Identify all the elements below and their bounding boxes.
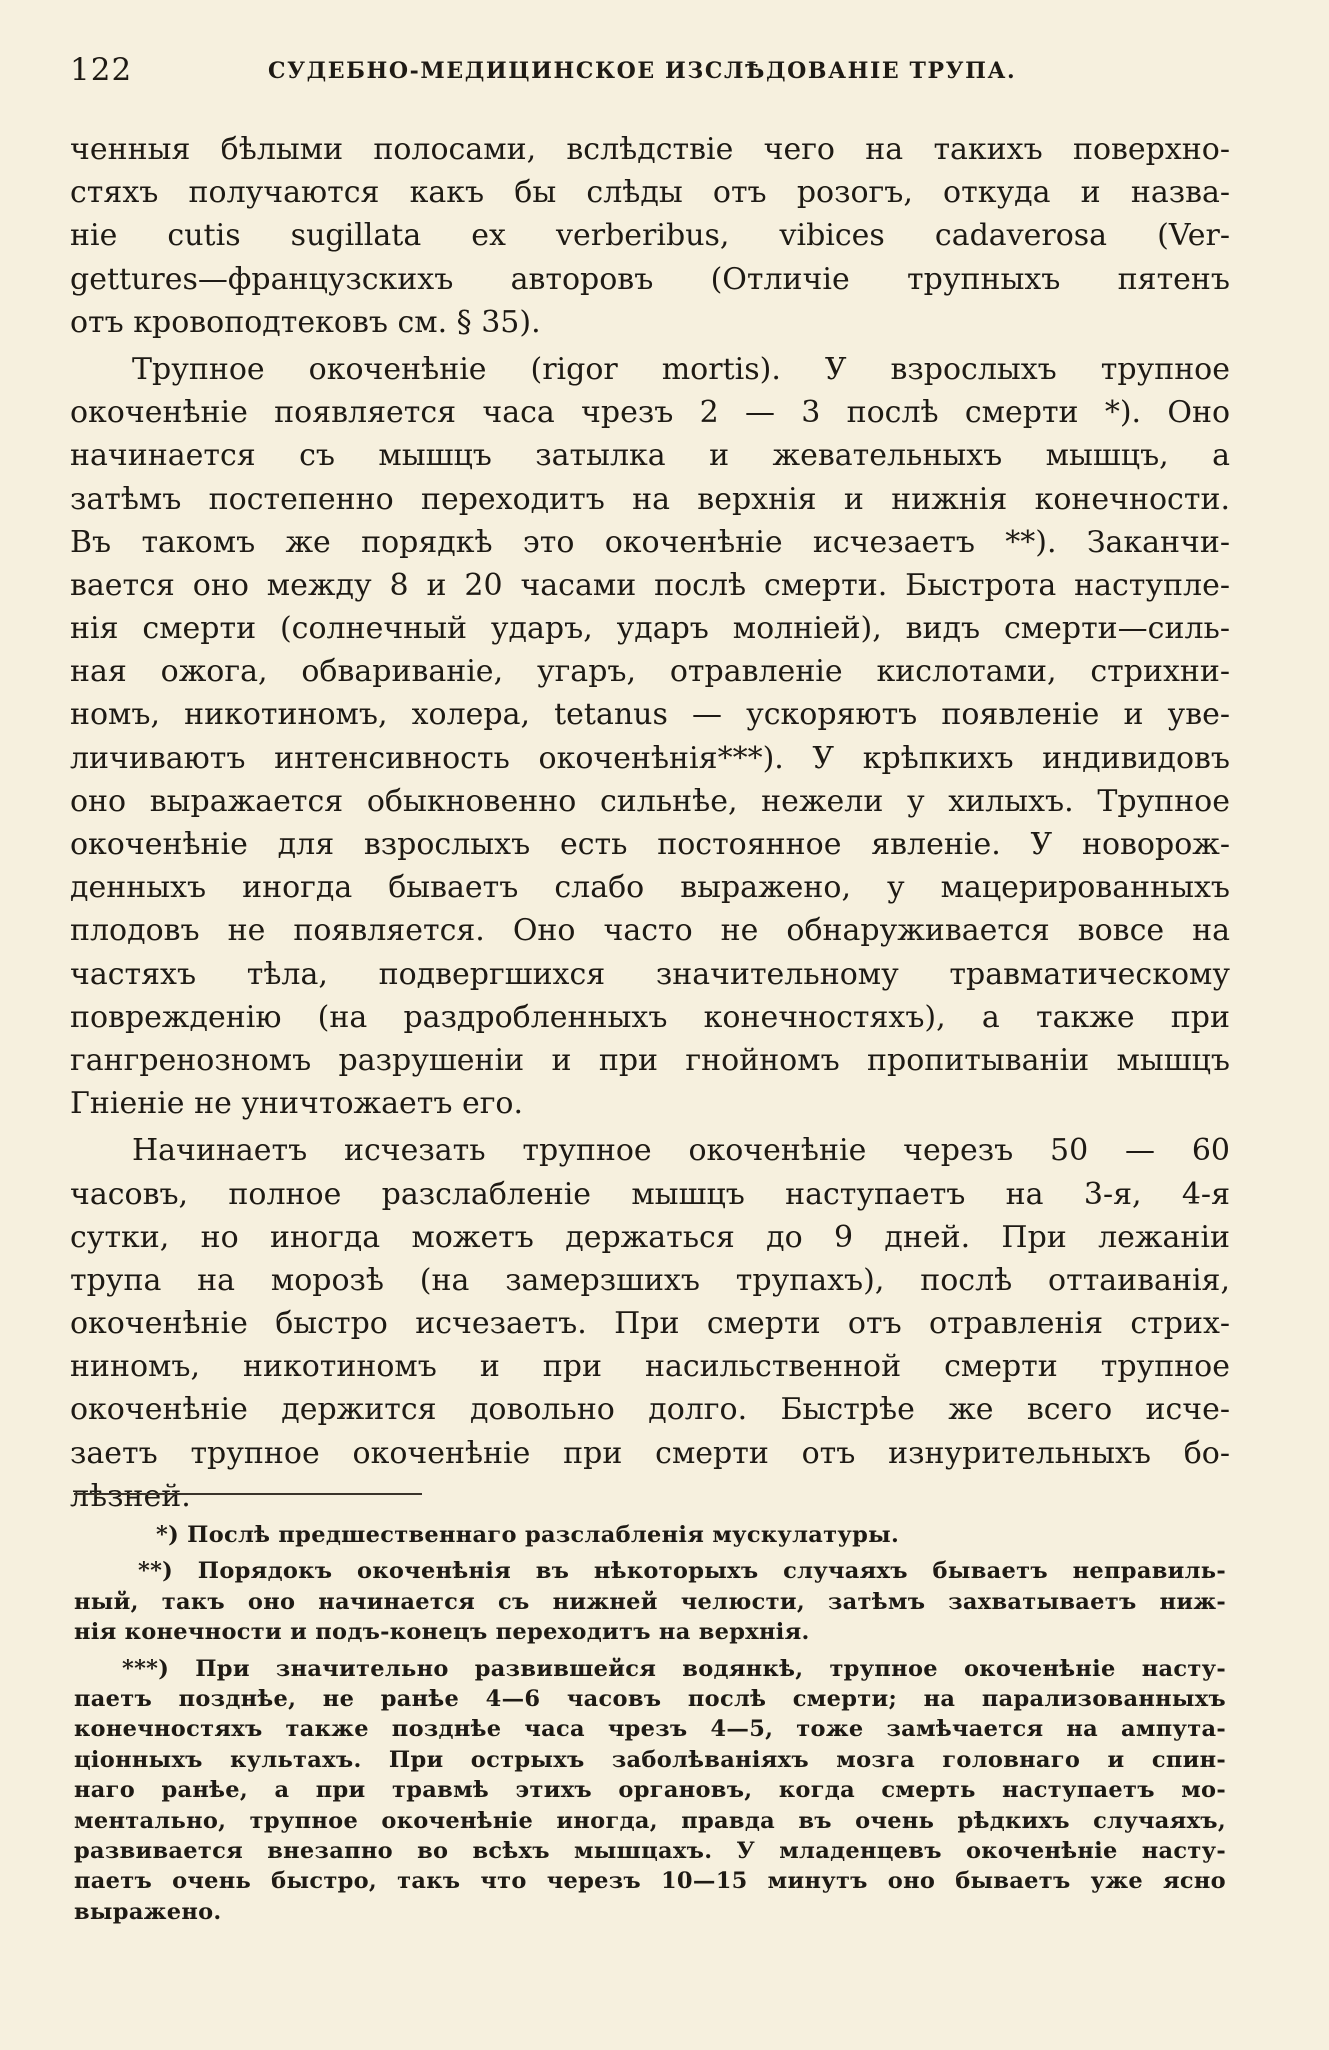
text-line: ніе cutis sugillata ex verberibus, vibices cadaverosa (Ver- bbox=[70, 218, 1230, 254]
footnote-1 bbox=[74, 1520, 1226, 1550]
text-line: гангренозномъ разрушеніи и при гнойномъ пропитываніи мышцъ bbox=[70, 1042, 1230, 1078]
footnote-rule bbox=[74, 1493, 422, 1495]
text-line: оно выражается обыкновенно сильнѣе, нежели у хилыхъ. Трупное bbox=[70, 783, 1230, 819]
text-line: часовъ, полное разслабленіе мышцъ наступаетъ на 3-я, 4-я bbox=[70, 1176, 1230, 1212]
footnote-line: выражено. bbox=[74, 1898, 222, 1925]
text-line: денныхъ иногда бываетъ слабо выражено, у мацерированныхъ bbox=[70, 870, 1230, 906]
footnote-line: паетъ очень быстро, такъ что черезъ 10—15 минутъ оно бываетъ уже ясно bbox=[74, 1868, 1226, 1895]
text-line: плодовъ не появляется. Оно часто не обнаруживается вовсе на bbox=[70, 913, 1230, 949]
running-head: СУДЕБНО-МЕДИЦИНСКОЕ ИЗСЛѢДОВАНІЕ ТРУПА. bbox=[268, 58, 1017, 84]
text-line: Трупное окоченѣніе (rigor mortis). У взрослыхъ трупное bbox=[132, 351, 1230, 387]
text-line: окоченѣніе для взрослыхъ есть постоянное явленіе. У новорож- bbox=[70, 827, 1230, 862]
footnote-line: паетъ позднѣе, не ранѣе 4—6 часовъ послѣ смерти; на парализованныхъ bbox=[74, 1685, 1226, 1712]
text-line: начинается съ мышцъ затылка и жевательныхъ мышцъ, а bbox=[70, 438, 1230, 474]
footnote-line: конечностяхъ также позднѣе часа чрезъ 4—5, тоже замѣчается на ампута- bbox=[74, 1716, 1226, 1743]
footnote-line: наго ранѣе, а при травмѣ этихъ органовъ, когда смерть наступаетъ мо- bbox=[74, 1777, 1226, 1804]
footnote-line: *) Послѣ предшественнаго разслабленія мускулатуры. bbox=[156, 1522, 900, 1548]
text-line: трупа на морозѣ (на замерзшихъ трупахъ), послѣ оттаиванія, bbox=[70, 1262, 1230, 1298]
footnote-line: **) Порядокъ окоченѣнія въ нѣкоторыхъ случаяхъ бываетъ неправиль- bbox=[138, 1558, 1226, 1585]
paragraph-3 bbox=[70, 1129, 1230, 1518]
paragraph-2 bbox=[70, 348, 1230, 1125]
text-line: нія смерти (солнечный ударъ, ударъ молніей), видъ смерти—силь- bbox=[70, 611, 1230, 647]
page-number: 122 bbox=[70, 52, 133, 88]
text-line: окоченѣніе появляется часа чрезъ 2 — 3 послѣ смерти *). Оно bbox=[70, 395, 1230, 431]
page-header bbox=[70, 52, 1250, 92]
text-line: заетъ трупное окоченѣніе при смерти отъ изнурительныхъ бо- bbox=[70, 1435, 1230, 1471]
text-line: личиваютъ интенсивность окоченѣнія***). У крѣпкихъ индивидовъ bbox=[70, 740, 1230, 776]
text-line: поврежденію (на раздробленныхъ конечностяхъ), а также при bbox=[70, 999, 1230, 1035]
footnote-line: ментально, трупное окоченѣніе иногда, правда въ очень рѣдкихъ случаяхъ, bbox=[74, 1807, 1226, 1834]
footnote-line: развивается внезапно во всѣхъ мышцахъ. У младенцевъ окоченѣніе насту- bbox=[74, 1837, 1226, 1864]
text-line: Гніеніе не уничтожаетъ его. bbox=[70, 1086, 524, 1122]
footnote-line: ціонныхъ культахъ. При острыхъ заболѣваніяхъ мозга головнаго и спин- bbox=[74, 1746, 1226, 1773]
text-line: номъ, никотиномъ, холера, tetanus — ускоряютъ появленіе и уве- bbox=[70, 697, 1230, 733]
text-line: окоченѣніе держится довольно долго. Быстрѣе же всего исче- bbox=[70, 1392, 1230, 1428]
text-line: окоченѣніе быстро исчезаетъ. При смерти отъ отравленія стрих- bbox=[70, 1306, 1230, 1342]
text-line: стяхъ получаются какъ бы слѣды отъ розогъ, откуда и назва- bbox=[70, 175, 1230, 211]
text-line: отъ кровоподтековъ см. § 35). bbox=[70, 304, 541, 340]
main-text bbox=[70, 128, 1230, 1518]
footnote-line: ***) При значительно развившейся водянкѣ, трупное окоченѣніе насту- bbox=[122, 1655, 1226, 1682]
text-line: затѣмъ постепенно переходитъ на верхнія и нижнія конечности. bbox=[70, 481, 1230, 517]
text-line: Начинаетъ исчезать трупное окоченѣніе черезъ 50 — 60 bbox=[132, 1133, 1230, 1169]
text-line: gettures—французскихъ авторовъ (Отличіе трупныхъ пятенъ bbox=[70, 261, 1230, 297]
text-line: ная ожога, обвариваніе, угаръ, отравленіе кислотами, стрихни- bbox=[70, 654, 1230, 690]
paragraph-1 bbox=[70, 128, 1230, 344]
text-line: вается оно между 8 и 20 часами послѣ смерти. Быстрота наступле- bbox=[70, 567, 1230, 603]
footnotes bbox=[74, 1520, 1226, 1927]
text-line: сутки, но иногда можетъ держаться до 9 дней. При лежаніи bbox=[70, 1219, 1230, 1255]
text-line: ченныя бѣлыми полосами, вслѣдствіе чего на такихъ поверхно- bbox=[70, 132, 1230, 167]
text-line: лѣзней. bbox=[70, 1478, 191, 1514]
footnote-line: ный, такъ оно начинается съ нижней челюсти, затѣмъ захватываетъ ниж- bbox=[74, 1588, 1226, 1615]
text-line: ниномъ, никотиномъ и при насильственной смерти трупное bbox=[70, 1349, 1230, 1385]
footnote-3 bbox=[74, 1654, 1226, 1928]
text-line: Въ такомъ же порядкѣ это окоченѣніе исчезаетъ **). Заканчи- bbox=[70, 524, 1230, 560]
footnote-2 bbox=[74, 1556, 1226, 1647]
text-line: частяхъ тѣла, подвергшихся значительному травматическому bbox=[70, 956, 1230, 992]
footnote-line: нія конечности и подъ-конецъ переходитъ на верхнія. bbox=[74, 1619, 810, 1646]
